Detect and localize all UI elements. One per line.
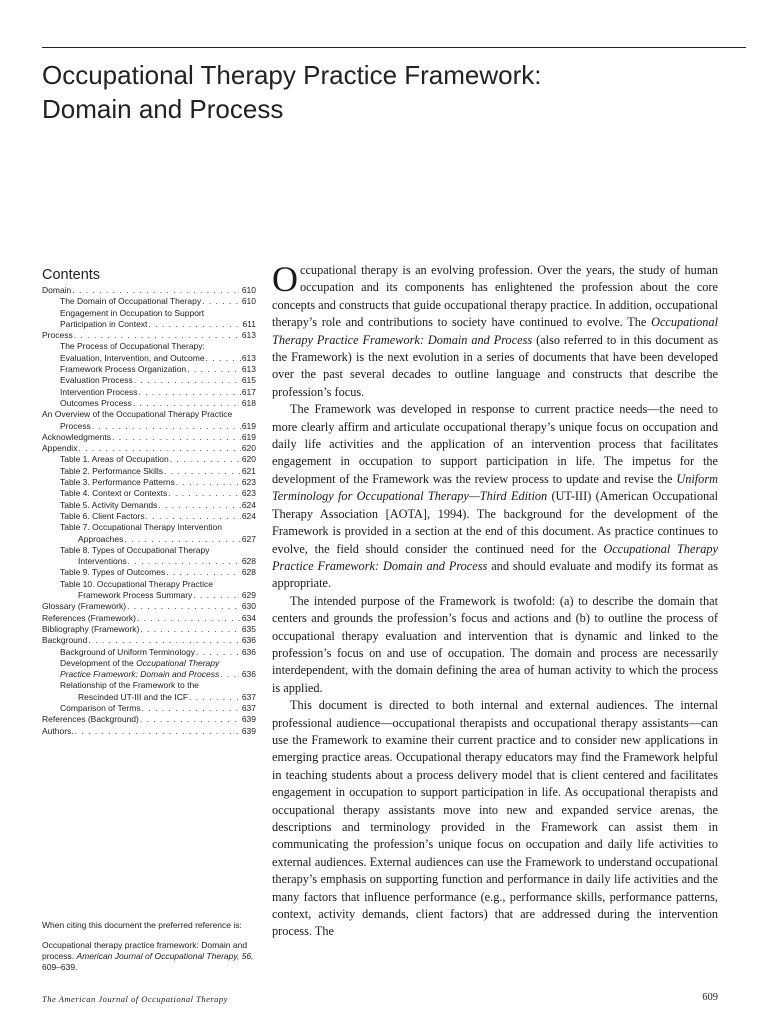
toc-entry-references-framework[interactable]: References (Framework) . . . 634 <box>42 613 256 624</box>
toc-entry[interactable]: Participation in Context . . . 611 <box>42 319 256 330</box>
toc-entry-line: The Process of Occupational Therapy: <box>60 341 205 352</box>
toc-entry[interactable]: Background of Uniform Terminology . . . 636 <box>42 647 256 658</box>
toc-entry[interactable]: Table 5. Activity Demands . . . 624 <box>42 500 256 511</box>
toc-entry-process[interactable]: Process . . . 613 <box>42 330 256 341</box>
toc-entry[interactable]: Table 9. Types of Outcomes . . . 628 <box>42 567 256 578</box>
table-of-contents <box>42 266 256 737</box>
article-body <box>272 259 719 941</box>
toc-entry-line: Relationship of the Framework to the <box>60 680 199 691</box>
toc-entry-line: Table 8. Types of Occupational Therapy <box>60 544 210 555</box>
toc-entry[interactable]: Table 4. Context or Contexts . . . 623 <box>42 488 256 499</box>
toc-entry[interactable]: Practice Framework: Domain and Process . . . 636 <box>42 669 256 680</box>
body-paragraph-4: This document is directed to both internal and external audiences. The internal professional audience—occupational therapists and occupational therapy assistants—can use the Framework to examine their current practice and to consider new applications in emerging practice areas. Occupational therapy educators may find the Framework helpful in teaching students about a process delivery model that is client centered and facilitates engagement in occupation to support participation in life. As occupational therapists and occupational therapy assistants move into new and expanded service arenas, the descriptions and terminology provided in the Framework can assist them in communicating the profession’s unique focus on occupation and daily life activities to external audiences. External audiences can use the Framework to understand occupational therapy’s emphasis on supporting function and performance in daily life activities and the many factors that influence performance (e.g., performance skills, performance patterns, context, activity demands, client factors) that are addressed during the intervention process. The <box>272 698 718 939</box>
title-line-1: Occupational Therapy Practice Framework: <box>42 60 542 90</box>
toc-entry-references-background[interactable]: References (Background) . . . 639 <box>42 714 256 725</box>
body-paragraph-1: Occupational therapy is an evolving profession. Over the years, the study of human occupation and its components has enlightened the profession about the core concepts and constructs that guide occupational therapy practice. In addition, occupational therapy’s role and contributions to society have continued to evolve. The Occupational Therapy Practice Framework: Domain and Process (also referred to in this document as the Framework) is the next evolution in a series of documents that have been developed over the past several decades to outline language and constructs that describe the profession’s focus. <box>272 259 718 399</box>
toc-entry-line: Table 7. Occupational Therapy Intervention <box>60 522 222 533</box>
toc-entry[interactable]: Evaluation Process . . . 615 <box>42 375 256 386</box>
body-paragraph-3: The intended purpose of the Framework is twofold: (a) to describe the domain that centers and grounds the profession’s focus and actions and (b) to outline the process of occupational therapy evaluation and intervention that is dynamic and linked to the profession’s focus on and use of occupation. The domain and process are necessarily interdependent, with the domain defining the area of human activity to which the process is applied. <box>272 593 718 695</box>
toc-entry[interactable]: Process . . . 619 <box>42 421 256 432</box>
toc-entry[interactable]: Comparison of Terms . . . 637 <box>42 703 256 714</box>
toc-entry-line: An Overview of the Occupational Therapy Practice <box>42 409 233 420</box>
toc-entry-line: Engagement in Occupation to Support <box>60 307 205 318</box>
toc-entry[interactable]: Table 3. Performance Patterns . . . 623 <box>42 477 256 488</box>
journal-footer: The American Journal of Occupational Therapy <box>42 994 228 1004</box>
toc-entry[interactable]: Rescinded UT-III and the ICF . . . 637 <box>42 692 256 703</box>
toc-entry[interactable]: The Domain of Occupational Therapy . . . 610 <box>42 296 256 307</box>
toc-entry[interactable]: Framework Process Summary . . . 629 <box>42 590 256 601</box>
toc-entry-appendix[interactable]: Appendix . . . 620 <box>42 443 256 454</box>
title-line-2: Domain and Process <box>42 94 284 124</box>
toc-entry[interactable]: Table 6. Client Factors . . . 624 <box>42 511 256 522</box>
toc-entry-bibliography[interactable]: Bibliography (Framework) . . . 635 <box>42 624 256 635</box>
article-title <box>42 58 542 126</box>
top-rule <box>42 47 746 48</box>
toc-entry[interactable]: Approaches . . . 627 <box>42 534 256 545</box>
citation-note <box>42 920 256 982</box>
toc-entry-line: Table 10. Occupational Therapy Practice <box>60 578 213 589</box>
toc-entry[interactable]: Framework Process Organization . . . 613 <box>42 364 256 375</box>
toc-entry-line: Development of the Occupational Therapy <box>60 657 220 668</box>
contents-heading: Contents <box>42 267 101 283</box>
toc-entry[interactable]: Evaluation, Intervention, and Outcome . . . 613 <box>42 353 256 364</box>
toc-entry-acknowledgments[interactable]: Acknowledgments . . . 619 <box>42 432 256 443</box>
body-paragraph-2: The Framework was developed in response to current practice needs—the need to more clearly affirm and articulate occupational therapy’s unique focus on occupation and daily life activities and the application of an intervention process that facilitates engagement in occupation to support participation in life. The impetus for the development of the Framework was the review process to update and revise the Uniform Terminology for Occupational Therapy—Third Edition (UT-III) (American Occupational Therapy Association [AOTA], 1994). The background for the development of the Framework is provided in a section at the end of this document. As practice continues to evolve, the field should consider the continued need for the Occupational Therapy Practice Framework: Domain and Process and should evaluate and modify its format as appropriate. <box>272 402 719 591</box>
toc-entry-authors[interactable]: Authors. . . . 639 <box>42 726 256 737</box>
page-number: 609 <box>702 992 718 1003</box>
citation-reference: Occupational therapy practice framework: Domain and process. American Journal of Occupational Therapy, 56, 609–639. <box>42 940 254 972</box>
citation-intro: When citing this document the preferred reference is: <box>42 920 242 930</box>
toc-entry[interactable]: Table 1. Areas of Occupation . . . 620 <box>42 454 256 465</box>
drop-cap: O <box>272 259 298 299</box>
toc-entry[interactable]: Table 2. Performance Skills . . . 621 <box>42 466 256 477</box>
toc-entry-glossary[interactable]: Glossary (Framework) . . . 630 <box>42 601 256 612</box>
toc-entry-domain[interactable]: Domain . . . 610 <box>42 285 256 296</box>
toc-entry-background[interactable]: Background . . . 636 <box>42 635 256 646</box>
toc-entry[interactable]: Outcomes Process . . . 618 <box>42 398 256 409</box>
toc-entry[interactable]: Intervention Process . . . 617 <box>42 387 256 398</box>
toc-entry[interactable]: Interventions . . . 628 <box>42 556 256 567</box>
